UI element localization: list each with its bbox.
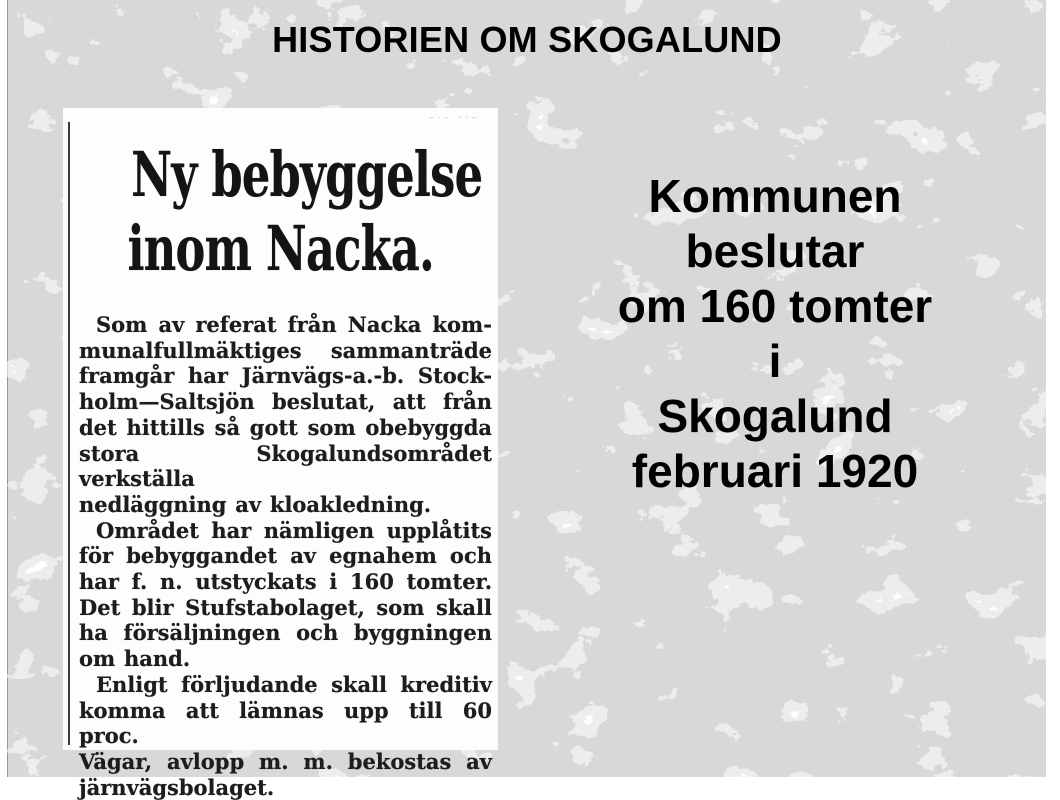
newspaper-headline [63,138,498,286]
caption-line: Kommunen [648,170,902,222]
newspaper-body-line: Området har nämligen upplåtits [96,517,492,543]
headline-line-1 [63,138,498,212]
headline-line-2 [63,212,498,286]
newspaper-body-line: om hand. [79,646,191,672]
newspaper-body-line: munalfullmäktiges sammanträde [79,337,492,363]
newspaper-body-line: komma att lämnas upp till 60 proc. [79,697,492,749]
headline-text-1: Ny bebyggelse [131,138,483,211]
caption-line: Skogalund [657,390,893,442]
newspaper-body-line: det hittills så gott som obebyggda [79,414,492,440]
newspaper-body [79,312,492,800]
newspaper-body-line: stora Skogalundsområdet verkställa [79,440,492,492]
newspaper-body-line: järnvägsbolaget. [79,774,275,800]
newspaper-body-line: Enligt förljudande skall kreditiv [96,671,492,697]
newspaper-body-line: för bebyggandet av egnahem och [79,543,492,569]
newspaper-body-line: framgår har Järnvägs-a.-b. Stock- [79,363,492,389]
caption-text [504,169,1046,499]
caption-line: i [768,335,782,387]
newspaper-body-line: har f. n. utstyckats i 160 tomter. [79,569,492,595]
newspaper-body-line: holm—Saltsjön beslutat, att från [79,389,492,415]
caption-line: beslutar [685,225,865,277]
newspaper-body-line: nedläggning av kloakledning. [79,491,432,517]
slide-area [7,0,1046,800]
headline-text-2: inom Nacka. [127,212,434,285]
faded-print-marks: –·– ··– [428,111,480,124]
caption-line: februari 1920 [631,445,919,497]
newspaper-body-line: ha försäljningen och byggningen [79,620,492,646]
newspaper-clipping [63,108,498,800]
newspaper-body-line: Som av referat från Nacka kom- [96,312,492,337]
slide-title: HISTORIEN OM SKOGALUND [272,19,782,60]
caption-line: om 160 tomter [617,280,933,332]
newspaper-body-line: Det blir Stufstabolaget, som skall [79,594,492,620]
newspaper-body-line: Vägar, avlopp m. m. bekostas av [79,748,492,774]
